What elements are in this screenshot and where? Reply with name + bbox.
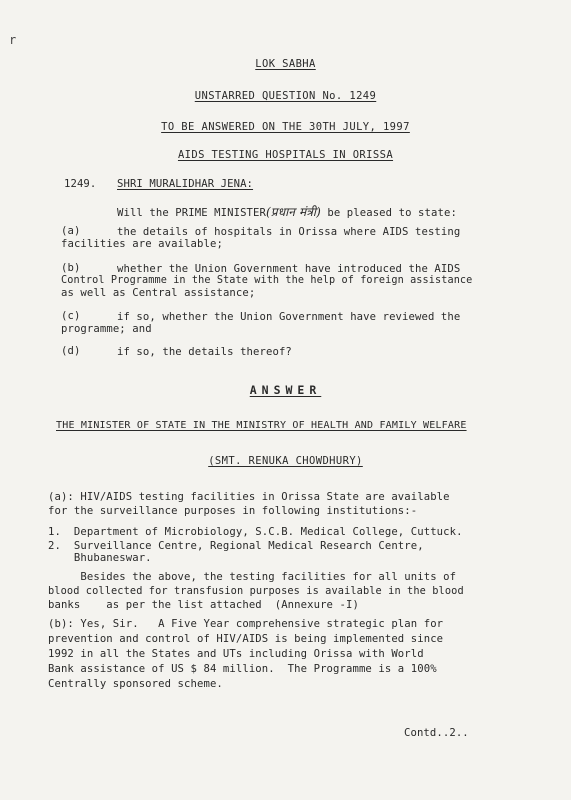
answer-line-6: Besides the above, the testing facilities for all units of [48,571,457,583]
answer-line-3: 1. Department of Microbiology, S.C.B. Medical College, Cuttuck. [48,526,463,538]
corner-mark: r [9,33,17,47]
continued-note: Contd..2.. [404,727,469,739]
question-number: UNSTARRED QUESTION No. 1249 [194,90,377,102]
answer-line-11: 1992 in all the States and UTs including Orissa with World [48,648,424,660]
question-d-label: (d) [61,345,81,357]
answer-line-4: 2. Surveillance Centre, Regional Medical Research Centre, [48,540,424,552]
answer-line-1: (a): HIV/AIDS testing facilities in Orissa State are available [48,491,450,503]
answer-line-5: Bhubaneswar. [48,552,152,564]
question-b-line1: whether the Union Government have introduced the AIDS [117,263,461,275]
minister-title: THE MINISTER OF STATE IN THE MINISTRY OF HEALTH AND FAMILY WELFARE [56,420,467,431]
question-b-line2: Control Programme in the State with the help of foreign assistance [61,275,473,286]
heading: LOK SABHA [255,58,316,70]
member-name: SHRI MURALIDHAR JENA: [117,178,254,190]
answer-line-13: Centrally sponsored scheme. [48,678,223,690]
intro-line [117,203,457,220]
question-a-label: (a) [61,225,81,237]
answer-line-2: for the surveillance purposes in following institutions:- [48,505,418,517]
member-number: 1249. [64,178,97,190]
question-c-line1: if so, whether the Union Government have reviewed the [117,311,461,323]
question-d-line1: if so, the details thereof? [117,346,292,358]
question-a-line1: the details of hospitals in Orissa where AIDS testing [117,226,461,238]
question-c-label: (c) [61,310,81,322]
answer-line-8: banks as per the list attached (Annexure -I) [48,599,359,611]
intro-suffix: be pleased to state: [327,207,457,219]
answer-line-10: prevention and control of HIV/AIDS is being implemented since [48,633,444,645]
subject-title: AIDS TESTING HOSPITALS IN ORISSA [177,149,394,161]
question-b-label: (b) [61,262,81,274]
answer-line-12: Bank assistance of US $ 84 million. The Programme is a 100% [48,663,437,675]
intro-prefix: Will the PRIME MINISTER [117,207,266,219]
answer-line-9: (b): Yes, Sir. A Five Year comprehensive strategic plan for [48,618,444,630]
minister-name: (SMT. RENUKA CHOWDHURY) [208,455,363,467]
intro-hindi: (प्रधान मंत्री) [266,205,321,219]
answer-heading: ANSWER [249,383,322,397]
answer-date: TO BE ANSWERED ON THE 30TH JULY, 1997 [161,121,410,133]
question-c-line2: programme; and [61,323,152,335]
question-a-line2: facilities are available; [61,238,223,250]
answer-line-7: blood collected for transfusion purposes is available in the blood [48,585,464,597]
question-b-line3: as well as Central assistance; [61,287,256,299]
